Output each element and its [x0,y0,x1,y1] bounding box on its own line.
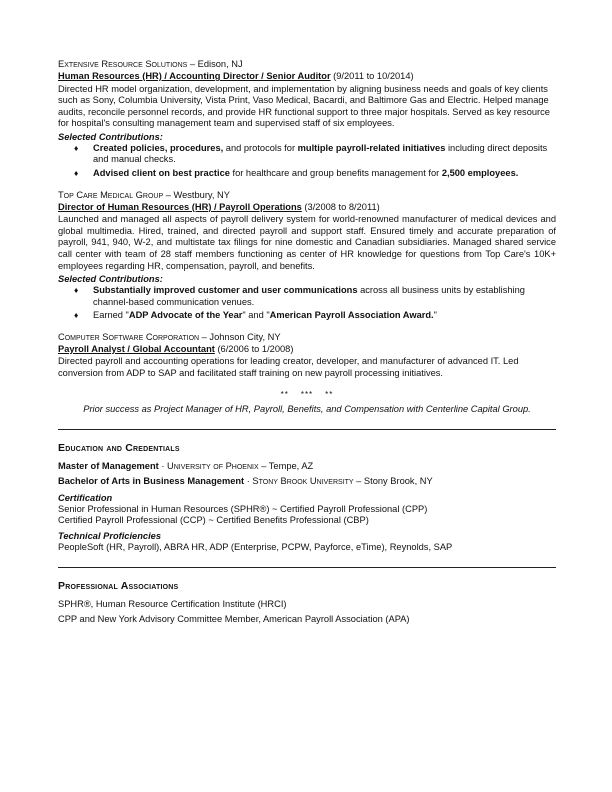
school-name: Stony Brook University [252,475,354,486]
job-entry [58,331,556,380]
diamond-bullet-icon: ♦ [74,142,79,153]
diamond-bullet-icon: ♦ [74,285,79,296]
separator-stars [58,389,556,401]
degree-name: Bachelor of Arts in Business Management [58,475,245,486]
bullet-bold-text: Advised client on best practice [93,168,230,179]
job-title: Payroll Analyst / Global Accountant [58,343,215,354]
contributions-list [58,143,556,180]
school-name: University of Phoenix [167,460,259,471]
associations-section [58,579,556,627]
separator-mark: ** [280,389,289,399]
company-location: – Edison, NJ [187,59,243,69]
bullet-text: across all business units by establishing channel-based communication venues. [93,285,525,307]
bullet-bold-text: American Payroll Association Award. [269,310,434,321]
company-name: Top Care Medical Group [58,189,164,200]
separator-mark: *** [300,389,314,399]
degree-name: Master of Management [58,460,159,471]
bullet-text: and protocols for [223,142,298,153]
bullet-text: Earned " [93,310,129,321]
contributions-list [58,285,556,322]
diamond-bullet-icon: ♦ [74,310,79,321]
school-location: – Tempe, AZ [258,460,314,471]
section-divider [58,567,556,568]
bullet-bold-text: 2,500 employees. [441,168,519,179]
job-description: Directed HR model organization, development, and implementation by aligning business needs and goals of key clients such as Sony, Columbia University, Vista Print, Vaso Medical, Bacardi, and Baltimore Gas and Electric. Helped manage audits, reconcile personnel records, and provide HR functional support to three major hospitals. Served as key resource for hospital's consulting management team and supervised staff of six employees. [58,83,550,129]
company-line [58,189,556,201]
certification-heading: Certification [58,492,113,503]
selected-contributions-label: Selected Contributions: [58,131,163,142]
bullet-text: including direct deposits and manual checks. [93,142,548,165]
job-entry [58,58,556,180]
bullet-text: " and " [242,310,270,321]
technical-proficiencies-heading: Technical Proficiencies [58,530,161,541]
job-dates: (9/2011 to 10/2014) [330,71,414,81]
bullet-bold-text: Substantially improved customer and user communications [93,285,358,296]
list-item [58,143,556,166]
diamond-bullet-icon: ♦ [74,168,79,179]
job-description: Launched and managed all aspects of payroll delivery system for world-renowned manufacturer of medical devices and global multimedia. Hired, trained, and directed payroll and support staff. Ensured timely and accurate preparation of payroll, 941, 940, W-2, and multistate tax filings for nine domestic and Canadian subsidiaries. Managed shared service call center with team of 28 staff members functioning as center of HR knowledge for questions from Top Care's 10K+ employees regarding HR, compensation, payroll, and benefits. [58,214,556,271]
section-heading: Education and Credentials [58,441,180,454]
company-line [58,331,556,343]
bullet-bold-text: multiple payroll-related initiatives [297,142,446,153]
separator-mark: ** [325,389,334,399]
technical-proficiencies-text: PeopleSoft (HR, Payroll), ABRA HR, ADP (Enterprise, PCPW, Payforce, eTime), Reynolds, SAP [58,541,453,552]
bullet-text: for healthcare and group benefits management for [229,168,442,179]
bullet-bold-text: ADP Advocate of the Year [128,310,243,321]
section-heading: Professional Associations [58,580,179,593]
list-item [58,285,556,308]
job-dates: (3/2008 to 8/2011) [301,201,380,212]
school-location: – Stony Brook, NY [353,475,433,486]
association-item: CPP and New York Advisory Committee Member, American Payroll Association (APA) [58,614,410,625]
bullet-text: " [433,310,437,321]
job-dates: (6/2006 to 1/2008) [214,343,294,354]
company-line [58,58,556,70]
selected-contributions-label: Selected Contributions: [58,274,163,285]
education-section [58,441,556,554]
company-name: Extensive Resource Solutions [58,59,188,69]
company-location: – Johnson City, NY [199,331,281,342]
bullet-bold-text: Created policies, procedures, [93,142,224,153]
job-title-line [58,201,556,214]
list-item [58,168,556,180]
company-name: Computer Software Corporation [58,331,200,342]
degree-separator: · [244,475,253,486]
job-entry [58,189,556,322]
job-title: Human Resources (HR) / Accounting Director / Senior Auditor [58,71,331,81]
degree-separator: · [158,460,168,471]
association-item: SPHR®, Human Resource Certification Institute (HRCI) [58,599,287,610]
list-item [58,310,556,322]
degree-line [58,474,556,489]
job-title: Director of Human Resources (HR) / Payroll Operations [58,201,302,212]
section-divider [58,429,556,430]
degree-line [58,459,556,474]
certification-line: Senior Professional in Human Resources (SPHR®) ~ Certified Payroll Professional (CPP) [58,503,428,514]
job-description: Directed payroll and accounting operations for leading creator, developer, and manufacturer of advanced IT. Led conversion from ADP to SAP and facilitated staff training on new payroll processing initiatives. [58,356,519,378]
prior-success-note: Prior success as Project Manager of HR, Payroll, Benefits, and Compensation with Centerline Capital Group. [83,403,531,414]
job-title-line [58,70,556,83]
certification-line: Certified Payroll Professional (CCP) ~ Certified Benefits Professional (CBP) [58,515,369,526]
company-location: – Westbury, NY [163,189,230,200]
job-title-line [58,343,556,356]
